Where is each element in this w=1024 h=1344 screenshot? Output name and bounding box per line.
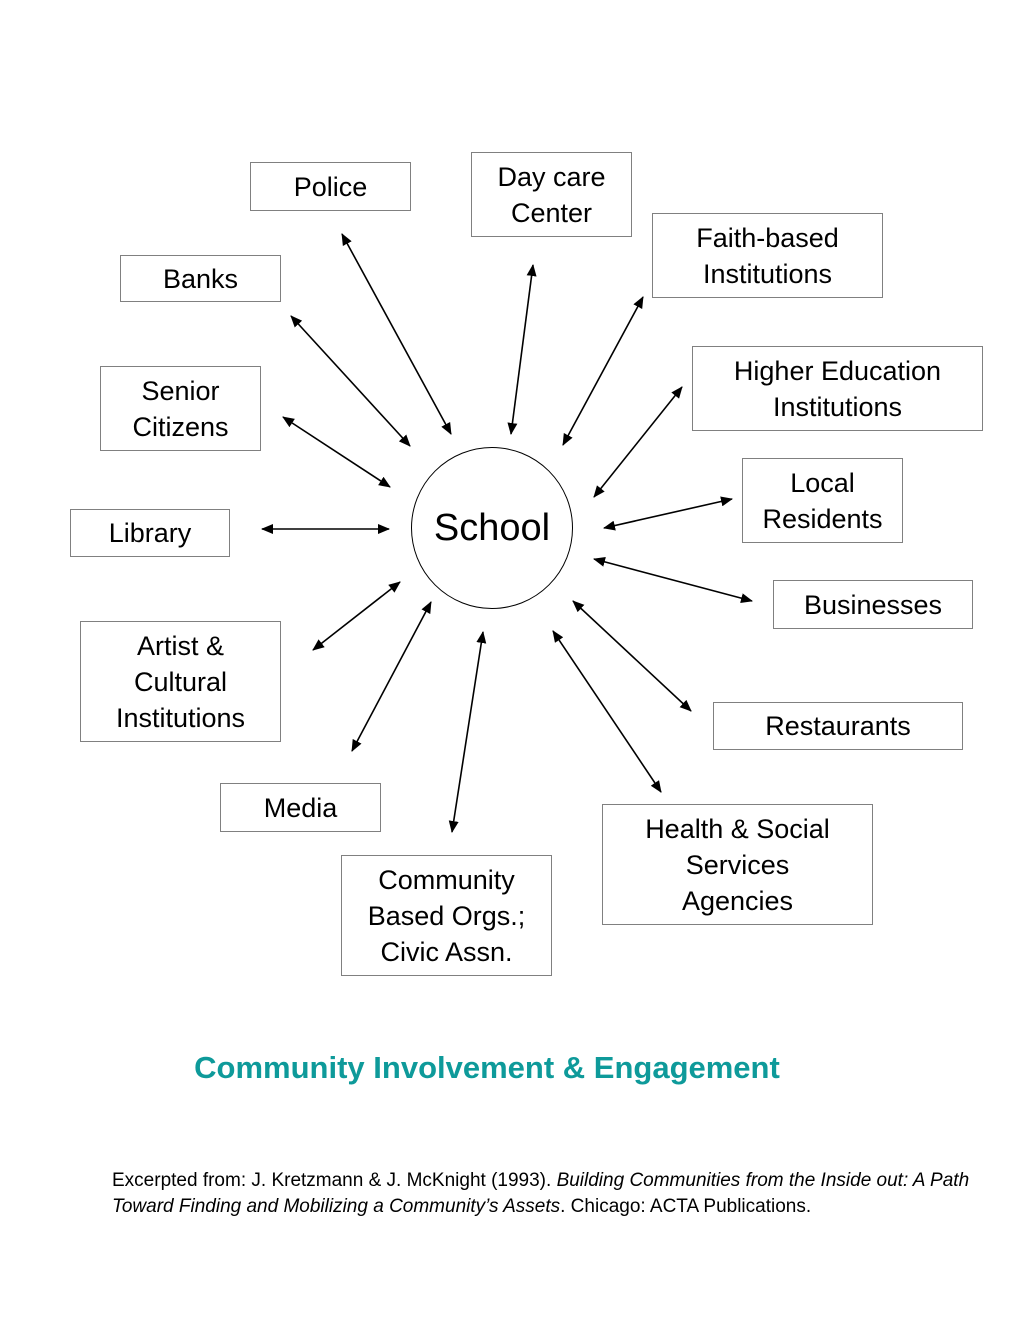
citation-book-title: Building Communities from the Inside out: A Path Toward Finding and Mobilizing a Community’s Assets [112,1170,970,1217]
node-faith: Faith-based Institutions [652,213,883,298]
node-community: Community Based Orgs.; Civic Assn. [341,855,552,976]
node-health: Health & Social Services Agencies [602,804,873,925]
arrow-local-residents [604,499,732,528]
school-hub: School [411,447,573,609]
node-businesses: Businesses [773,580,973,629]
arrow-businesses [594,559,752,601]
node-artist: Artist & Cultural Institutions [80,621,281,742]
node-banks: Banks [120,255,281,302]
node-higher-ed: Higher Education Institutions [692,346,983,431]
node-library: Library [70,509,230,557]
citation-prefix: Excerpted from: J. Kretzmann & J. McKnight (1993). [112,1170,557,1191]
arrow-higher-ed [594,387,682,497]
arrow-faith [563,297,643,445]
citation [112,1168,972,1220]
node-local-residents: Local Residents [742,458,903,543]
citation-suffix: . Chicago: ACTA Publications. [560,1196,812,1217]
node-day-care: Day care Center [471,152,632,237]
arrow-police [342,234,451,434]
arrow-banks [291,316,410,446]
arrow-day-care [511,265,533,434]
node-police: Police [250,162,411,211]
page-title: Community Involvement & Engagement [194,1050,780,1085]
node-restaurants: Restaurants [713,702,963,750]
node-senior: Senior Citizens [100,366,261,451]
node-media: Media [220,783,381,832]
arrow-artist [313,582,400,650]
arrow-community [452,632,483,832]
arrow-senior [283,417,390,487]
arrow-media [352,602,431,751]
arrow-restaurants [573,601,691,711]
arrow-health [553,631,661,792]
